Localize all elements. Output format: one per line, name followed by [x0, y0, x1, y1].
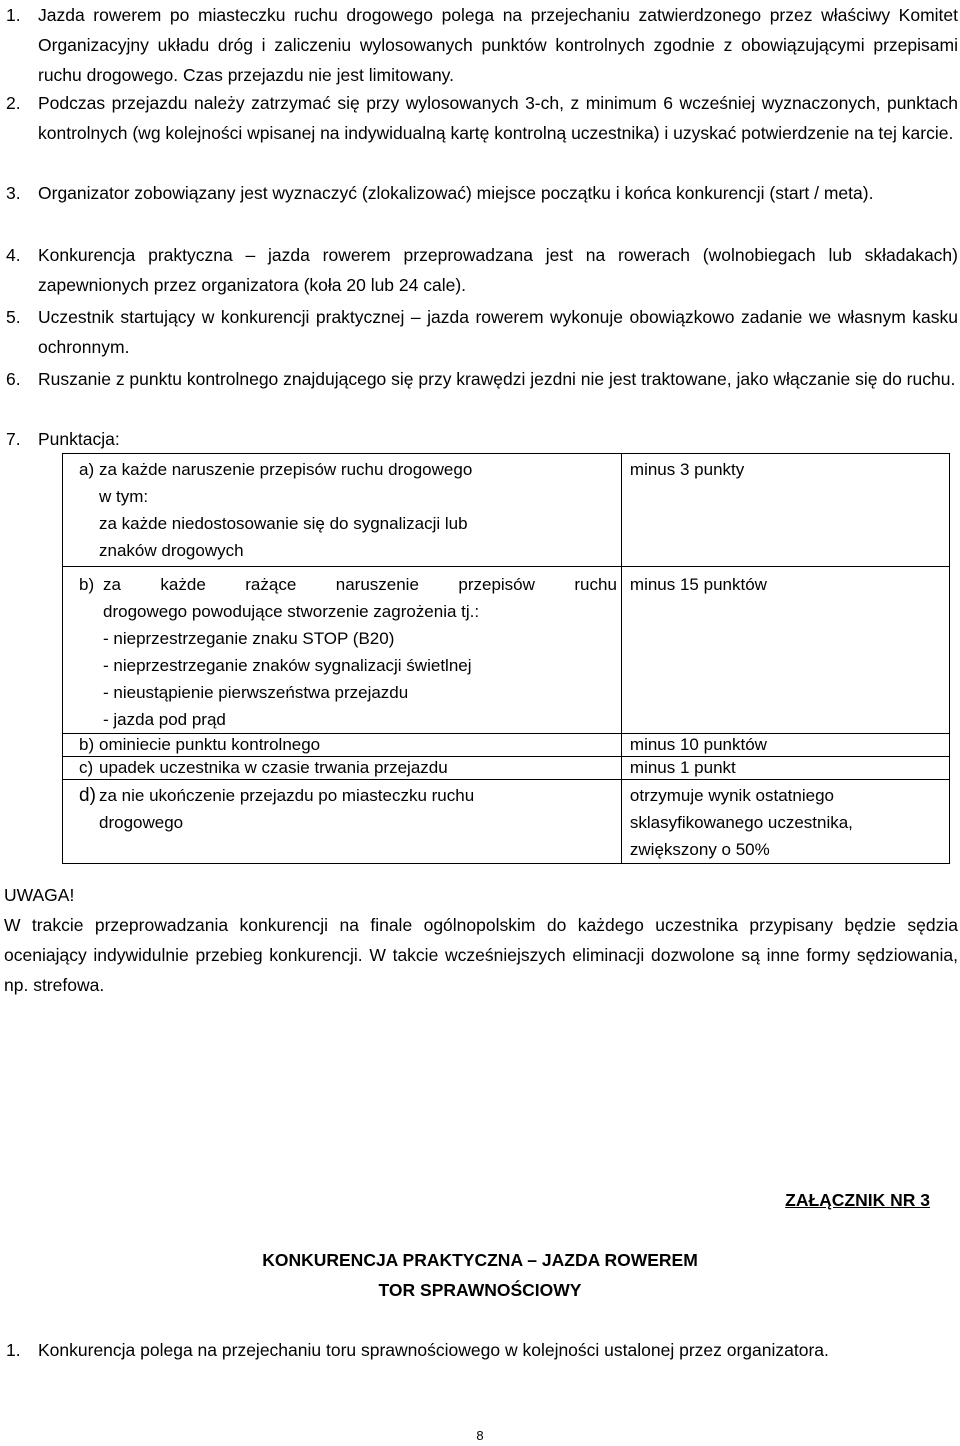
row-letter: b): [79, 575, 95, 594]
section-heading: [0, 1245, 960, 1305]
row-letter: a): [79, 460, 95, 479]
penalty-text: zwiększony o 50%: [629, 840, 770, 859]
penalty-text: minus 3 punkty: [629, 460, 745, 479]
list-item: [6, 302, 958, 362]
list-item: [6, 1335, 958, 1365]
item-text: Uczestnik startujący w konkurencji praktycznej – jazda rowerem wykonuje obowiązkowo zadanie we własnym kasku ochronnym.: [38, 307, 958, 357]
penalty-cell: [621, 780, 949, 864]
offense-line: za każde naruszenie przepisów ruchu drogowego: [99, 460, 473, 479]
item-text: Ruszanie z punktu kontrolnego znajdującego się przy krawędzi jezdni nie jest traktowane, jako włączanie się do ruchu.: [38, 369, 956, 389]
offense-line: w tym:: [99, 487, 149, 506]
penalty-cell: [621, 454, 949, 567]
table-row: [63, 734, 950, 757]
item-text: Konkurencja praktyczna – jazda rowerem przeprowadzana jest na rowerach (wolnobiegach lub składakach) zapewnionych przez organizatora (koła 20 lub 24 cale).: [38, 245, 958, 295]
table-row: [63, 757, 950, 780]
offense-line: drogowego: [99, 813, 184, 832]
penalty-text: minus 1 punkt: [629, 758, 736, 777]
penalty-cell: [621, 734, 949, 757]
list-item: [6, 88, 958, 148]
offense-cell: [63, 454, 622, 567]
item-text: Jazda rowerem po miasteczku ruchu drogowego polega na przejechaniu zatwierdzonego przez właściwy Komitet Organizacyjny układu dróg i zaliczeniu wylosowanych punktów kontrolnych zgodnie z obowiązującymi przepisami ruchu drogowego. Czas przejazdu nie jest limitowany.: [38, 5, 958, 85]
section-heading-line: TOR SPRAWNOŚCIOWY: [378, 1280, 582, 1300]
section-heading-line: KONKURENCJA PRAKTYCZNA – JAZDA ROWEREM: [262, 1250, 698, 1270]
offense-line: - nieustąpienie pierwszeństwa przejazdu: [103, 683, 409, 702]
offense-cell: [63, 757, 622, 780]
list-item: [6, 424, 958, 454]
offense-line: - nieprzestrzeganie znaków sygnalizacji świetlnej: [103, 656, 472, 675]
list-item: [6, 178, 958, 208]
row-letter: d): [79, 785, 96, 806]
item-number: 2.: [6, 93, 21, 113]
offense-line: ominiecie punktu kontrolnego: [99, 735, 321, 754]
list-item: [6, 364, 958, 394]
penalty-text: minus 10 punktów: [629, 735, 767, 754]
annex-label: ZAŁĄCZNIK NR 3: [785, 1190, 930, 1210]
page-number: 8: [476, 1428, 484, 1443]
row-letter: c): [79, 758, 94, 777]
item-number: 5.: [6, 307, 21, 327]
table-row: [63, 454, 950, 567]
offense-cell: [63, 734, 622, 757]
penalty-text: sklasyfikowanego uczestnika,: [629, 813, 853, 832]
item-number: 1.: [6, 5, 21, 25]
table-row: [63, 567, 950, 734]
item-number: 3.: [6, 183, 21, 203]
item-number: 4.: [6, 245, 21, 265]
item-text: Konkurencja polega na przejechaniu toru sprawnościowego w kolejności ustalonej przez organizatora.: [38, 1340, 829, 1360]
penalty-cell: [621, 567, 949, 734]
table-row: [63, 780, 950, 864]
item-text: Organizator zobowiązany jest wyznaczyć (zlokalizować) miejsce początku i końca konkurencji (start / meta).: [38, 183, 874, 203]
offense-line: znaków drogowych: [99, 541, 244, 560]
item-number: 6.: [6, 369, 21, 389]
offense-line: - nieprzestrzeganie znaku STOP (B20): [103, 629, 395, 648]
warning-text: W trakcie przeprowadzania konkurencji na finale ogólnopolskim do każdego uczestnika przypisany będzie sędzia oceniający indywidulnie przebieg konkurencji. W takcie wcześniejszych eliminacji dozwolone są inne formy sędziowania, np. strefowa.: [4, 915, 958, 995]
offense-line: za nie ukończenie przejazdu po miasteczku ruchu: [99, 786, 475, 805]
offense-line: drogowego powodujące stworzenie zagrożenia tj.:: [103, 602, 480, 621]
item-text: Podczas przejazdu należy zatrzymać się przy wylosowanych 3-ch, z minimum 6 wcześniej wyznaczonych, punktach kontrolnych (wg kolejności wpisanej na indywidualną kartę kontrolną uczestnika) i uzyskać potwierdzenie na tej karcie.: [38, 93, 958, 143]
item-text: Punktacja:: [38, 429, 120, 449]
offense-line: za każde rażące naruszenie przepisów ruchu: [103, 575, 617, 594]
offense-cell: [63, 780, 622, 864]
offense-line: upadek uczestnika w czasie trwania przejazdu: [99, 758, 448, 777]
item-number: 1.: [6, 1340, 21, 1360]
warning-title: UWAGA!: [4, 885, 75, 905]
list-item: [6, 0, 958, 90]
penalty-text: otrzymuje wynik ostatniego: [629, 786, 834, 805]
offense-line: za każde niedostosowanie się do sygnalizacji lub: [99, 514, 468, 533]
penalty-cell: [621, 757, 949, 780]
penalty-text: minus 15 punktów: [629, 575, 767, 594]
row-letter: b): [79, 735, 95, 754]
offense-cell: [63, 567, 622, 734]
item-number: 7.: [6, 429, 21, 449]
scoring-table: [62, 453, 950, 864]
list-item: [6, 240, 958, 300]
offense-line: - jazda pod prąd: [103, 710, 226, 729]
